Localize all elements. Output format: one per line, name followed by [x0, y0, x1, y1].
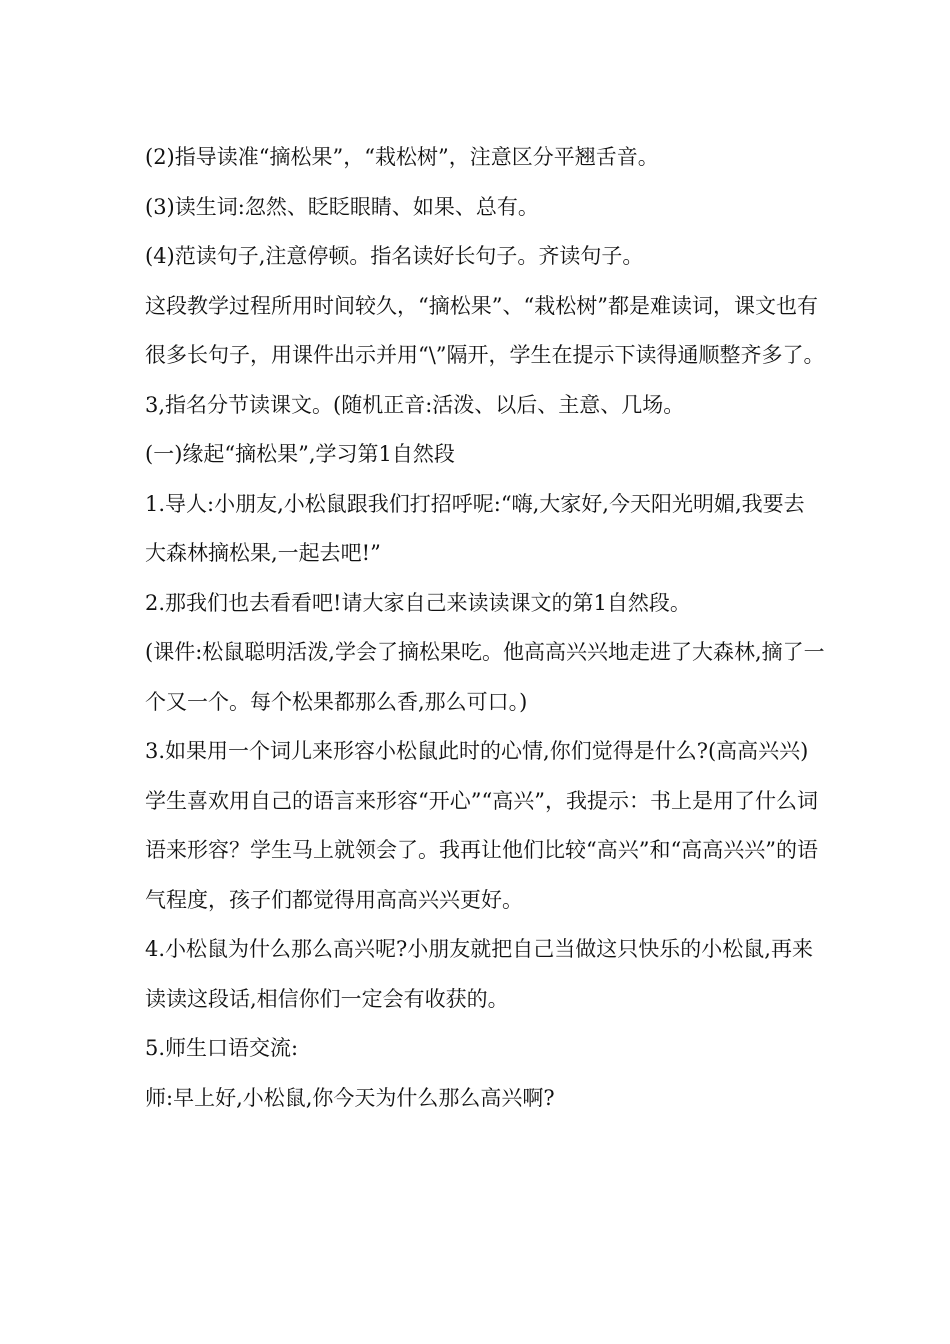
paragraph-reflection-2: 学生喜欢用自己的语言来形容“开心”“高兴”，我提示：书上是用了什么词语来形容？学生马上就领会了。我再让他们比较“高兴”和“高高兴兴”的语气程度，孩子们都觉得用高高兴兴更好。 — [145, 788, 818, 912]
paragraph-item-5: 5.师生口语交流: — [145, 1036, 299, 1060]
paragraph-step-2: (2)指导读准“摘松果”，“栽松树”，注意区分平翘舌音。 — [145, 145, 659, 169]
paragraph-item-3: 3.如果用一个词儿来形容小松鼠此时的心情,你们觉得是什么?(高高兴兴) — [145, 739, 809, 763]
paragraph-item-2: 2.那我们也去看看吧!请大家自己来读读课文的第1自然段。 — [145, 590, 691, 615]
paragraph-step-4: (4)范读句子,注意停顿。指名读好长句子。齐读句子。 — [145, 244, 644, 268]
paragraph-section-3: 3,指名分节读课文。(随机正音:活泼、以后、主意、几场。 — [145, 392, 685, 417]
paragraph-section-heading-1: (一)缘起“摘松果”,学习第1自然段 — [145, 442, 455, 466]
document-body — [145, 133, 825, 1123]
paragraph-courseware: (课件:松鼠聪明活泼,学会了摘松果吃。他高高兴兴地走进了大森林,摘了一个又一个。每个松果都那么香,那么可口。) — [145, 640, 825, 714]
paragraph-reflection-1: 这段教学过程所用时间较久，“摘松果”、“栽松树”都是难读词，课文也有很多长句子，用课件出示并用“\”隔开，学生在提示下读得通顺整齐多了。 — [145, 293, 825, 367]
paragraph-item-1: 1.导人:小朋友,小松鼠跟我们打招呼呢:“嗨,大家好,今天阳光明媚,我要去大森林摘松果,一起去吧!” — [145, 491, 805, 565]
paragraph-dialogue-teacher: 师:早上好,小松鼠,你今天为什么那么高兴啊? — [145, 1085, 555, 1110]
paragraph-step-3: (3)读生词:忽然、眨眨眼睛、如果、总有。 — [145, 194, 539, 219]
paragraph-item-4: 4.小松鼠为什么那么高兴呢?小朋友就把自己当做这只快乐的小松鼠,再来读读这段话,相信你们一定会有收获的。 — [145, 937, 813, 1011]
